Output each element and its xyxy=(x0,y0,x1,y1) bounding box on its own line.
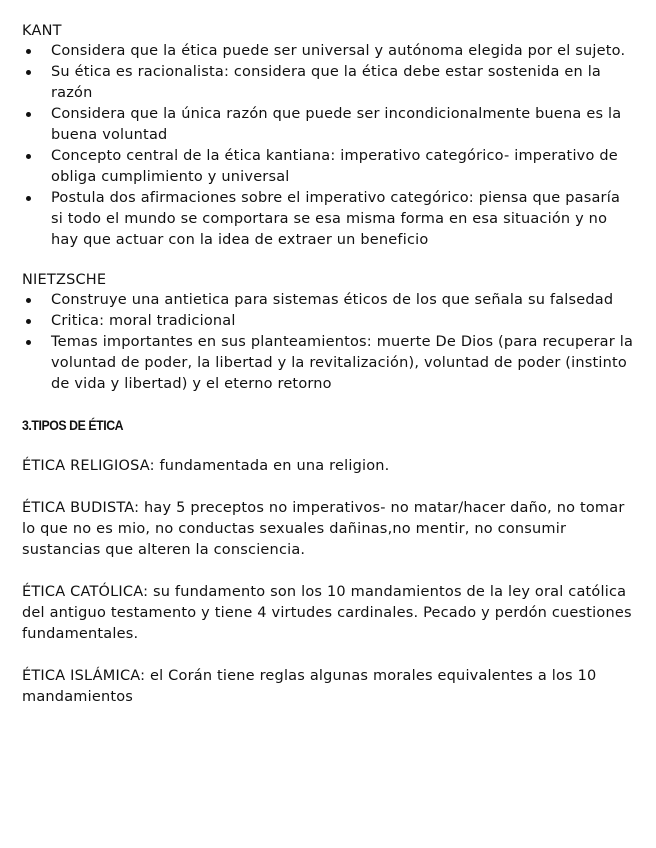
document-page xyxy=(22,20,634,708)
paragraph-etica-islamica: ÉTICA ISLÁMICA: el Corán tiene reglas algunas morales equivalentes a los 10 mandamientos xyxy=(22,668,597,705)
list-item-text: Postula dos afirmaciones sobre el imperativo categórico: piensa que pasaría si todo el mundo se comportara se esa misma forma en esa situación y no hay que actuar con la idea de extraer un beneficio xyxy=(51,190,621,248)
list-item xyxy=(22,311,634,332)
list-item-text: Critica: moral tradicional xyxy=(51,313,236,329)
bullet-icon xyxy=(26,340,31,345)
paragraph-etica-catolica: ÉTICA CATÓLICA: su fundamento son los 10 mandamientos de la ley oral católica del antiguo testamento y tiene 4 virtudes cardinales. Pecado y perdón cuestiones fundamentales. xyxy=(22,584,632,642)
bullet-icon xyxy=(26,70,31,75)
list-item xyxy=(22,290,634,311)
list-item xyxy=(22,62,634,104)
list-item xyxy=(22,332,634,395)
bullet-icon xyxy=(26,154,31,159)
bullet-icon xyxy=(26,319,31,324)
list-item xyxy=(22,41,634,62)
kant-bullet-list xyxy=(22,41,634,251)
list-item-text: Considera que la única razón que puede ser incondicionalmente buena es la buena voluntad xyxy=(51,106,622,143)
list-item-text: Considera que la ética puede ser universal y autónoma elegida por el sujeto. xyxy=(51,43,626,59)
nietzsche-bullet-list xyxy=(22,290,634,395)
kant-heading: KANT xyxy=(22,23,62,39)
paragraph-etica-budista: ÉTICA BUDISTA: hay 5 preceptos no imperativos- no matar/hacer daño, no tomar lo que no es mio, no conductas sexuales dañinas,no mentir, no consumir sustancias que alteren la consciencia. xyxy=(22,500,625,558)
paragraph-etica-religiosa: ÉTICA RELIGIOSA: fundamentada en una religion. xyxy=(22,458,390,474)
list-item xyxy=(22,104,634,146)
list-item-text: Construye una antietica para sistemas éticos de los que señala su falsedad xyxy=(51,292,614,308)
bullet-icon xyxy=(26,49,31,54)
list-item-text: Concepto central de la ética kantiana: imperativo categórico- imperativo de obliga cumplimiento y universal xyxy=(51,148,618,185)
bullet-icon xyxy=(26,112,31,117)
list-item-text: Temas importantes en sus planteamientos: muerte De Dios (para recuperar la voluntad de poder, la libertad y la revitalización), voluntad de poder (instinto de vida y libertad) y el eterno retorno xyxy=(51,334,634,392)
bullet-icon xyxy=(26,298,31,303)
list-item-text: Su ética es racionalista: considera que la ética debe estar sostenida en la razón xyxy=(51,64,602,101)
list-item xyxy=(22,146,634,188)
list-item xyxy=(22,188,634,251)
section-heading-tipos-de-etica: 3.TIPOS DE ÉTICA xyxy=(22,417,124,433)
bullet-icon xyxy=(26,196,31,201)
nietzsche-heading: NIETZSCHE xyxy=(22,272,107,288)
